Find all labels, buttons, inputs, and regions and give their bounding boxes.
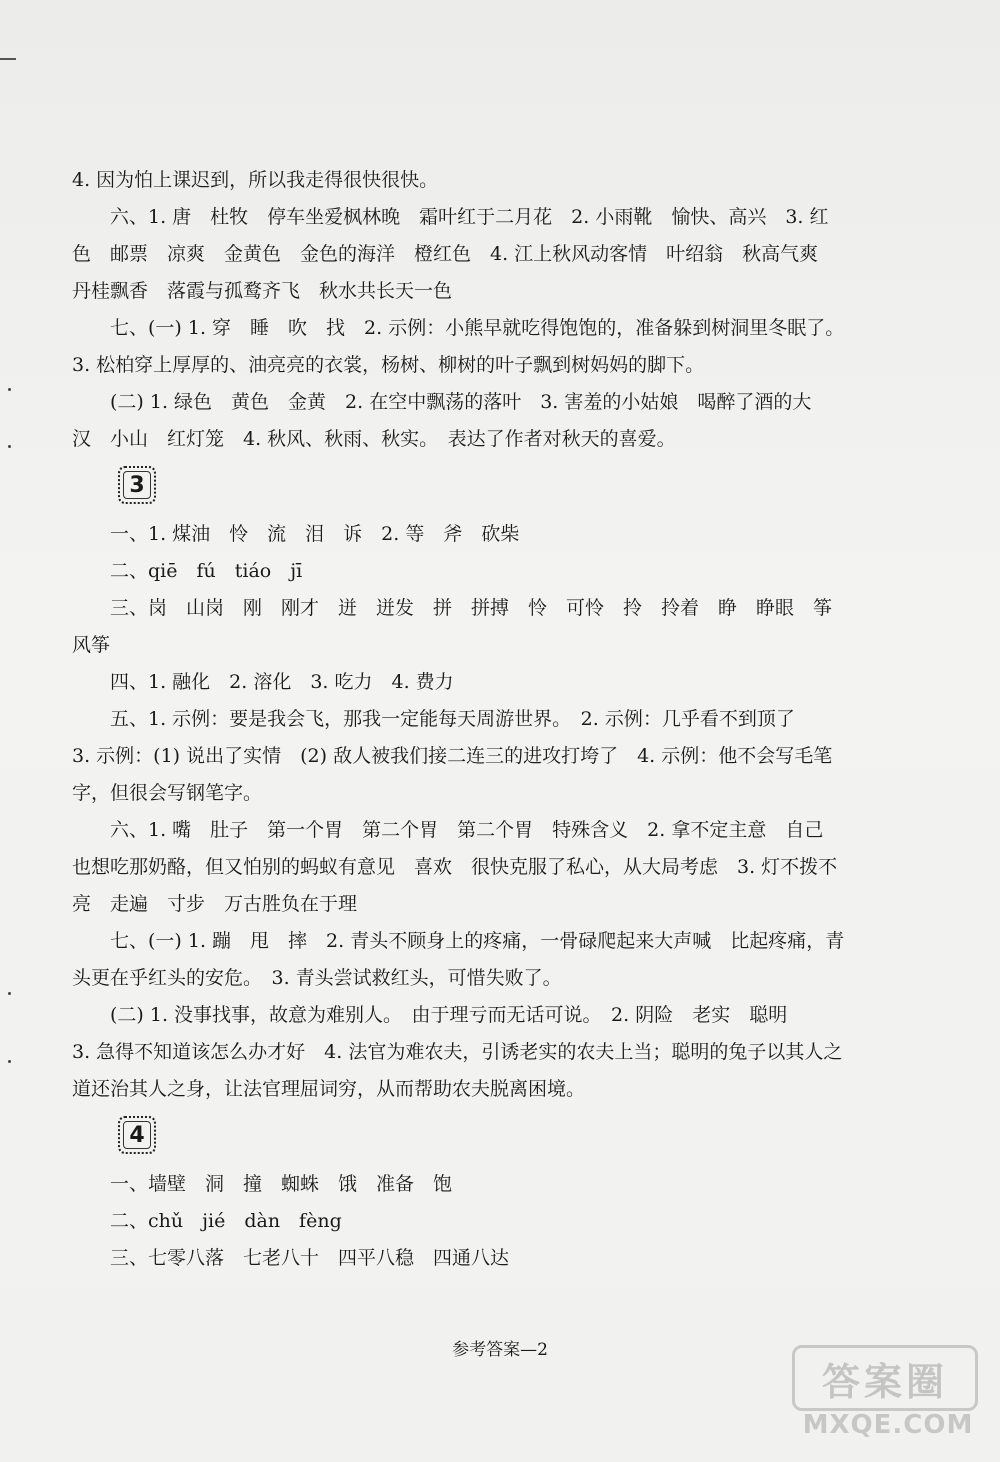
answer-line: 五、1. 示例：要是我会飞，那我一定能每天周游世界。 2. 示例：几乎看不到顶了 bbox=[110, 708, 795, 730]
answer-line: 字，但很会写钢笔字。 bbox=[72, 782, 263, 804]
answer-line: 三、岗 山岗 刚 刚才 迸 迸发 拼 拼搏 怜 可怜 拎 拎着 睁 睁眼 筝 bbox=[110, 597, 833, 619]
answer-line: 3. 松柏穿上厚厚的、油亮亮的衣裳，杨树、柳树的叶子飘到树妈妈的脚下。 bbox=[72, 354, 705, 376]
answer-line: 二、qiē fú tiáo jī bbox=[110, 560, 303, 582]
corner-mark bbox=[0, 58, 16, 60]
answer-line: 三、七零八落 七老八十 四平八稳 四通八达 bbox=[110, 1247, 510, 1269]
scan-dot bbox=[8, 388, 11, 391]
answer-line: 3. 示例：(1) 说出了实情 (2) 敌人被我们接二连三的进攻打垮了 4. 示例：他不会写毛笔 bbox=[72, 745, 833, 767]
scan-dot bbox=[8, 445, 11, 448]
answer-line: 二、chǔ jié dàn fèng bbox=[110, 1210, 342, 1232]
answer-line: 一、1. 煤油 怜 流 泪 诉 2. 等 斧 砍柴 bbox=[110, 523, 520, 545]
watermark-logo: 答案圈 bbox=[792, 1345, 978, 1411]
answer-content bbox=[72, 162, 890, 1277]
answer-line: (二) 1. 没事找事，故意为难别人。 由于理亏而无话可说。 2. 阴险 老实 聪明 bbox=[110, 1004, 788, 1026]
answer-line: 亮 走遍 寸步 万古胜负在于理 bbox=[72, 893, 358, 915]
answer-line: 色 邮票 凉爽 金黄色 金色的海洋 橙红色 4. 江上秋风动客情 叶绍翁 秋高气爽 bbox=[72, 243, 819, 265]
answer-line: 四、1. 融化 2. 溶化 3. 吃力 4. 费力 bbox=[110, 671, 454, 693]
scan-dot bbox=[8, 992, 11, 995]
answer-line: 六、1. 唐 杜牧 停车坐爱枫林晚 霜叶红于二月花 2. 小雨靴 愉快、高兴 3. 红 bbox=[110, 206, 829, 228]
answer-line: (二) 1. 绿色 黄色 金黄 2. 在空中飘荡的落叶 3. 害羞的小姑娘 喝醉了酒的大 bbox=[110, 391, 812, 413]
answer-line: 风筝 bbox=[72, 634, 111, 656]
answer-line: 道还治其人之身，让法官理屈词穷，从而帮助农夫脱离困境。 bbox=[72, 1078, 586, 1100]
answer-line: 汉 小山 红灯笼 4. 秋风、秋雨、秋实。 表达了作者对秋天的喜爱。 bbox=[72, 428, 676, 450]
answer-line: 头更在乎红头的安危。 3. 青头尝试救红头，可惜失败了。 bbox=[72, 967, 562, 989]
scan-dot bbox=[8, 1060, 11, 1063]
answer-line: 3. 急得不知道该怎么办才好 4. 法官为难农夫，引诱老实的农夫上当；聪明的兔子以其人之 bbox=[72, 1041, 843, 1063]
page-footer: 参考答案—2 bbox=[452, 1340, 548, 1360]
answer-line: 六、1. 嘴 肚子 第一个胃 第二个胃 第二个胃 特殊含义 2. 拿不定主意 自己 bbox=[110, 819, 824, 841]
section-number-3: 3 bbox=[118, 466, 156, 504]
watermark bbox=[798, 1345, 978, 1440]
watermark-url: MXQE.COM bbox=[802, 1410, 974, 1440]
answer-line: 七、(一) 1. 蹦 甩 摔 2. 青头不顾身上的疼痛，一骨碌爬起来大声喊 比起疼痛，青 bbox=[110, 930, 845, 952]
answer-line: 一、墙壁 洞 撞 蜘蛛 饿 准备 饱 bbox=[110, 1173, 453, 1195]
answer-line: 七、(一) 1. 穿 睡 吹 找 2. 示例：小熊早就吃得饱饱的，准备躲到树洞里冬眠了。 bbox=[110, 317, 845, 339]
answer-line: 也想吃那奶酪，但又怕别的蚂蚁有意见 喜欢 很快克服了私心，从大局考虑 3. 灯不拨不 bbox=[72, 856, 838, 878]
answer-line: 丹桂飘香 落霞与孤鹜齐飞 秋水共长天一色 bbox=[72, 280, 453, 302]
section-number-4: 4 bbox=[118, 1116, 156, 1154]
answer-line: 4. 因为怕上课迟到，所以我走得很快很快。 bbox=[72, 169, 439, 191]
